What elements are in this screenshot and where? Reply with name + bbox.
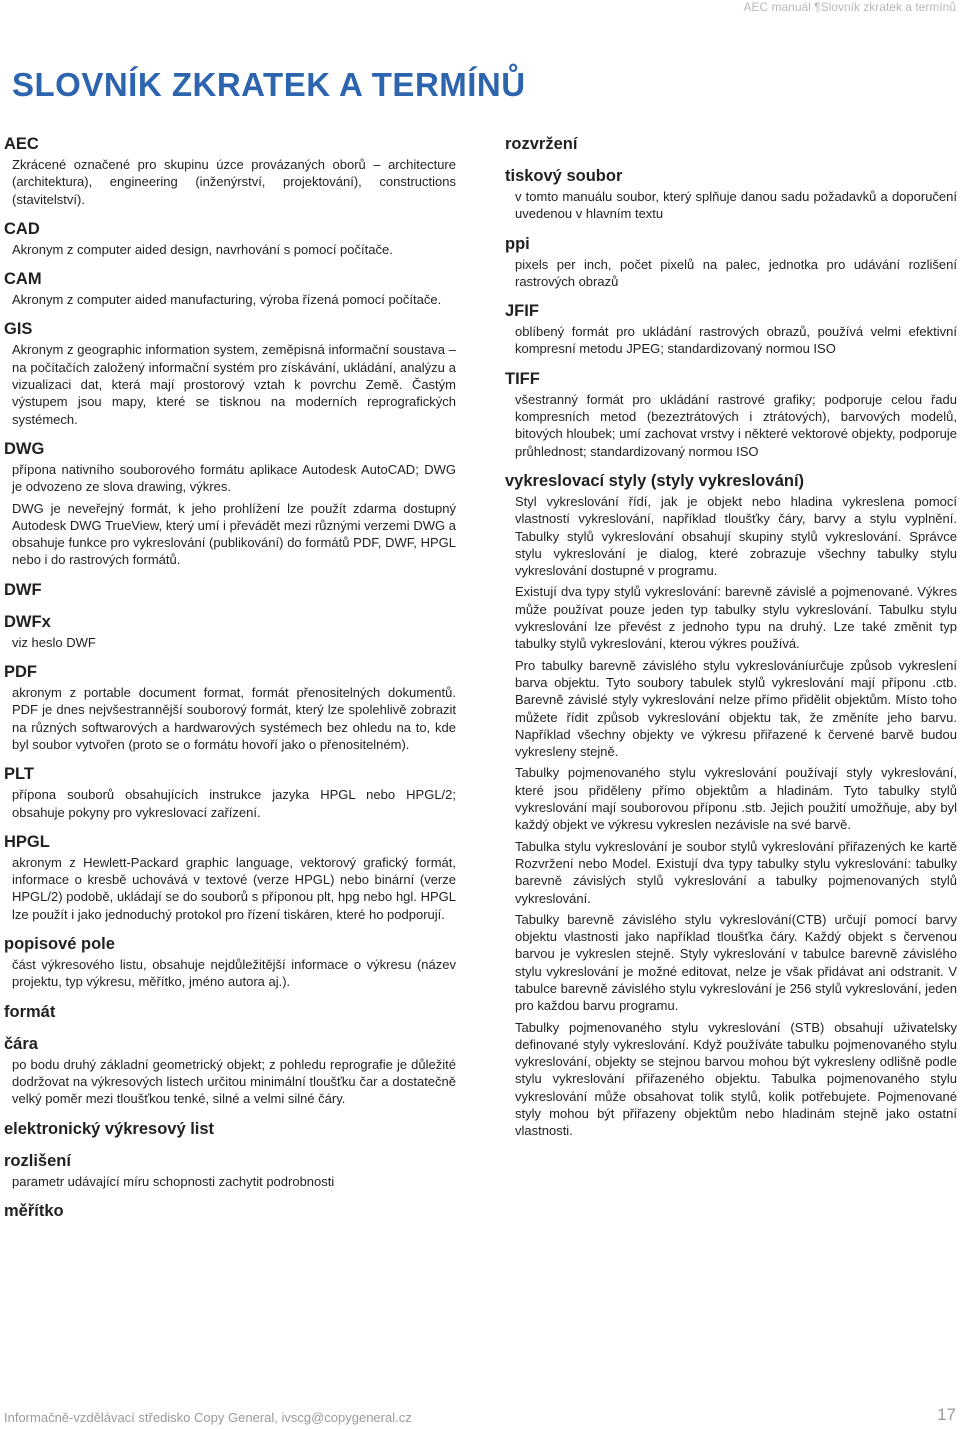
definition-paragraph: akronym z Hewlett-Packard graphic language, vektorový grafický formát, informace o kresbě uchovává v textové (verze HPGL) nebo binární (verze HPGL/2) podobě, ukládají se do souborů s příponou plt, hpg nebo hgl. HPGL lze použít i jako jednoduchý protokol pro řízení tiskáren, které ho podporují. <box>12 854 456 922</box>
term-title: ppi <box>505 234 530 253</box>
term-definition <box>12 1056 456 1108</box>
glossary-entry-dwfx <box>4 612 456 651</box>
glossary-entry-pdf <box>4 662 456 753</box>
running-header: AEC manuál ¶Slovník zkratek a termínů <box>743 0 956 14</box>
term-definition <box>515 391 957 460</box>
glossary-entry-dwg <box>4 439 456 569</box>
definition-paragraph: po bodu druhý základní geometrický objekt; z pohledu reprografie je důležité dodržovat na výkresových listech určitou minimální tloušťku čar a dostatečně velký poměr mezi tloušťkou tenké, silné a velmi silné čáry. <box>12 1056 456 1107</box>
footer-contact: Informačně-vzdělávací středisko Copy General, ivscg@copygeneral.cz <box>4 1410 412 1425</box>
glossary-entry-cad <box>4 219 456 258</box>
glossary-entry-hpgl <box>4 832 456 923</box>
term-definition <box>12 956 456 991</box>
definition-paragraph: pixels per inch, počet pixelů na palec, jednotka pro udávání rozlišení rastrových obrazů <box>515 256 957 289</box>
definition-paragraph: Akronym z computer aided design, navrhování s pomocí počítače. <box>12 241 393 257</box>
term-title: AEC <box>4 135 39 153</box>
definition-paragraph: Zkrácené označené pro skupinu úzce provázaných oborů – architecture (architektura), engineering (inženýrství, projektování), constructions (stavitelství). <box>12 157 456 207</box>
definition-paragraph: přípona souborů obsahujících instrukce jazyka HPGL nebo HPGL/2; obsahuje pokyny pro vykreslovací zařízení. <box>12 787 456 820</box>
term-definition <box>12 461 456 569</box>
definition-paragraph: všestranný formát pro ukládání rastrové grafiky; podporuje celou řadu kompresních metod (bezeztrátových i ztrátových), barvových modelů, bitových hloubek; umí zachovat vrstvy i některé vektorové objekty, podporuje průhlednost; standardizovaný normou ISO <box>515 391 957 459</box>
glossary-entry-cara <box>4 1034 456 1108</box>
definition-paragraph: parametr udávající míru schopnosti zachytit podrobnosti <box>12 1173 335 1189</box>
term-definition <box>12 786 456 821</box>
glossary-entry-elektronicky-vykresovy-list <box>4 1119 456 1140</box>
glossary-entry-dwf <box>4 580 456 601</box>
glossary-entry-ppi <box>505 234 957 291</box>
term-definition <box>12 291 456 308</box>
definition-paragraph: Pro tabulky barevně závislého stylu vykreslováníurčuje způsob vykreslení barva objektu. Tyto soubory tabulek stylů vykreslování mají příponu .ctb. Barevně závislé styly vykreslování nelze přímo přidělit objektům. Místo toho můžete řídit způsob vykreslování objektu tak, že změníte jeho barvu. Například všechny objekty ve výkresu přiřazené k červené barvě budou vykresleny stejně. <box>515 657 957 760</box>
term-title: DWF <box>4 580 42 599</box>
definition-paragraph: přípona nativního souborového formátu aplikace Autodesk AutoCAD; DWG je odvozeno ze slova drawing, výkres. <box>12 461 456 495</box>
term-title: vykreslovací styly (styly vykreslování) <box>505 471 805 490</box>
term-definition <box>12 341 456 427</box>
page-title: SLOVNÍK ZKRATEK A TERMÍNŮ <box>12 66 526 103</box>
term-definition <box>12 684 456 753</box>
term-title: JFIF <box>505 302 539 321</box>
glossary-entry-rozvrzeni <box>505 134 957 155</box>
definition-paragraph: viz heslo DWF <box>12 634 96 650</box>
term-title: rozlišení <box>4 1151 71 1170</box>
term-title: CAD <box>4 219 40 238</box>
term-definition <box>515 323 957 358</box>
page-number: 17 <box>937 1405 956 1424</box>
term-title: CAM <box>4 270 42 289</box>
term-title: PLT <box>4 765 34 784</box>
glossary-entry-vykreslovaci-styly-styly-vykreslovani <box>505 471 957 1140</box>
definition-paragraph: Akronym z computer aided manufacturing, výroba řízená pomocí počítače. <box>12 292 442 308</box>
term-title: PDF <box>4 663 37 682</box>
term-title: popisové pole <box>4 935 115 954</box>
right-column <box>505 134 957 1151</box>
definition-paragraph: část výkresového listu, obsahuje nejdůležitější informace o výkresu (název projektu, typ výkresu, měřítko, jméno autora aj.). <box>12 957 456 990</box>
term-title: DWFx <box>4 612 51 631</box>
definition-paragraph: v tomto manuálu soubor, který splňuje danou sadu požadavků a doporučení uvedenou v hlavním textu <box>515 189 957 222</box>
definition-paragraph: oblíbený formát pro ukládání rastrových obrazů, používá velmi efektivní kompresní metodu JPEG; standardizovaný normou ISO <box>515 324 957 357</box>
definition-paragraph: Akronym z geographic information system, zeměpisná informační soustava – na počítačích založený informační systém pro získávání, ukládání, analýzu a vizualizaci dat, která mají prostorový vztah k povrchu Země. Častým výstupem jsou mapy, které se tisknou na moderních reprografických systémech. <box>12 342 456 427</box>
definition-paragraph: Tabulky pojmenovaného stylu vykreslování používají styly vykreslování, které jsou přiděleny přímo objektům a hladinám. Tyto tabulky stylů vykreslování mají souborovou příponu .stb. Jejich použití umožňuje, aby byl každý objekt ve výkresu vykreslen nezávisle na své barvě. <box>515 765 957 833</box>
term-title: DWG <box>4 439 45 458</box>
term-title: HPGL <box>4 832 50 851</box>
definition-paragraph: Tabulky barevně závislého stylu vykreslování(CTB) určují pomocí barvy objektu vlastnosti jako například tloušťka čáry. Každý objekt s červenou barvou je vykreslen stejně. Styly vykreslování v tabulce barevně závislého stylu vykreslování je možné editovat, nelze je však přidávat ani odstranit. V tabulce barevně závislého stylu vykreslování je 256 stylů vykreslování, jeden pro každou barvu programu. <box>515 911 957 1014</box>
term-definition <box>12 1173 456 1190</box>
glossary-entry-rozliseni <box>4 1151 456 1190</box>
term-title: rozvržení <box>505 135 578 153</box>
term-title: čára <box>4 1034 38 1053</box>
definition-paragraph: DWG je neveřejný formát, k jeho prohlížení lze použít zdarma dostupný Autodesk DWG TrueView, který umí i převádět mezi různými verzemi DWG a obsahuje funkce pro vykreslování (publikování) do formátů PDF, DWF, HPGL nebo i do rastrových formátů. <box>12 500 456 568</box>
term-definition <box>515 188 957 223</box>
definition-paragraph: Existují dva typy stylů vykreslování: barevně závislé a pojmenované. Výkres může používat pouze jeden typ tabulky stylu vykreslování. Tabulku stylu vykreslování lze převést z jednoho typu na druhý. Lze také změnit typ tabulky stylů vykreslování, kterou výkres používá. <box>515 584 957 652</box>
term-title: tiskový soubor <box>505 167 623 185</box>
glossary-entry-jfif <box>505 301 957 358</box>
term-title: TIFF <box>505 369 540 388</box>
definition-paragraph: Tabulka stylu vykreslování je soubor stylů vykreslování přiřazených ke kartě Rozvržení nebo Model. Existují dva typy tabulky stylu vykreslování: tabulky barevně závislých stylů vykreslování a tabulky pojmenovaných stylů vykreslování. <box>515 838 957 906</box>
glossary-entry-popisove-pole <box>4 934 456 991</box>
term-definition <box>515 493 957 1140</box>
left-column <box>4 134 456 1233</box>
glossary-entry-format <box>4 1002 456 1023</box>
term-title: elektronický výkresový list <box>4 1119 215 1138</box>
definition-paragraph: Tabulky pojmenovaného stylu vykreslování (STB) obsahují uživatelsky definované styly vykreslování. Když používáte tabulku pojmenovaného stylu vykreslování, objekty se stejnou barvou mohou být vykresleny odlišně podle stylu vykreslování přiřazeného objektu. Tabulka pojmenovaného stylu vykreslování může obsahovat tolik stylů, kolik potřebujete. Pojmenované styly mohou být přiřazeny objektům nebo hladinám stejně jako ostatní vlastnosti. <box>515 1019 957 1139</box>
glossary-entry-tiff <box>505 369 957 460</box>
glossary-entry-cam <box>4 269 456 308</box>
glossary-entry-plt <box>4 764 456 821</box>
term-definition <box>12 854 456 923</box>
glossary-entry-meritko <box>4 1201 456 1222</box>
term-title: GIS <box>4 320 33 339</box>
term-title: měřítko <box>4 1201 64 1220</box>
term-definition <box>12 241 456 258</box>
glossary-entry-tiskovy-soubor <box>505 166 957 223</box>
definition-paragraph: akronym z portable document format, formát přenositelných dokumentů. PDF je dnes nejvšestrannější souborový formát, který lze spolehlivě zobrazit na různých softwarových a hardwarových systémech bez ohledu na to, kde byl soubor vytvořen (proto se o formátu hovoří jako o přenositelném). <box>12 685 456 752</box>
glossary-entry-gis <box>4 319 456 427</box>
term-definition <box>515 256 957 291</box>
definition-paragraph: Styl vykreslování řídí, jak je objekt nebo hladina vykreslena pomocí vlastností vykreslování, například tloušťky čáry, barvy a stylu vyplnění. Tabulky stylů vykreslování obsahují skupiny stylů vykreslování. Správce stylu vykreslování je dialog, které zobrazuje všechny tabulky stylu vykreslování dostupné v programu. <box>515 493 957 579</box>
term-definition <box>12 634 456 651</box>
term-title: formát <box>4 1002 56 1021</box>
term-definition <box>12 156 456 208</box>
glossary-entry-aec <box>4 134 456 208</box>
